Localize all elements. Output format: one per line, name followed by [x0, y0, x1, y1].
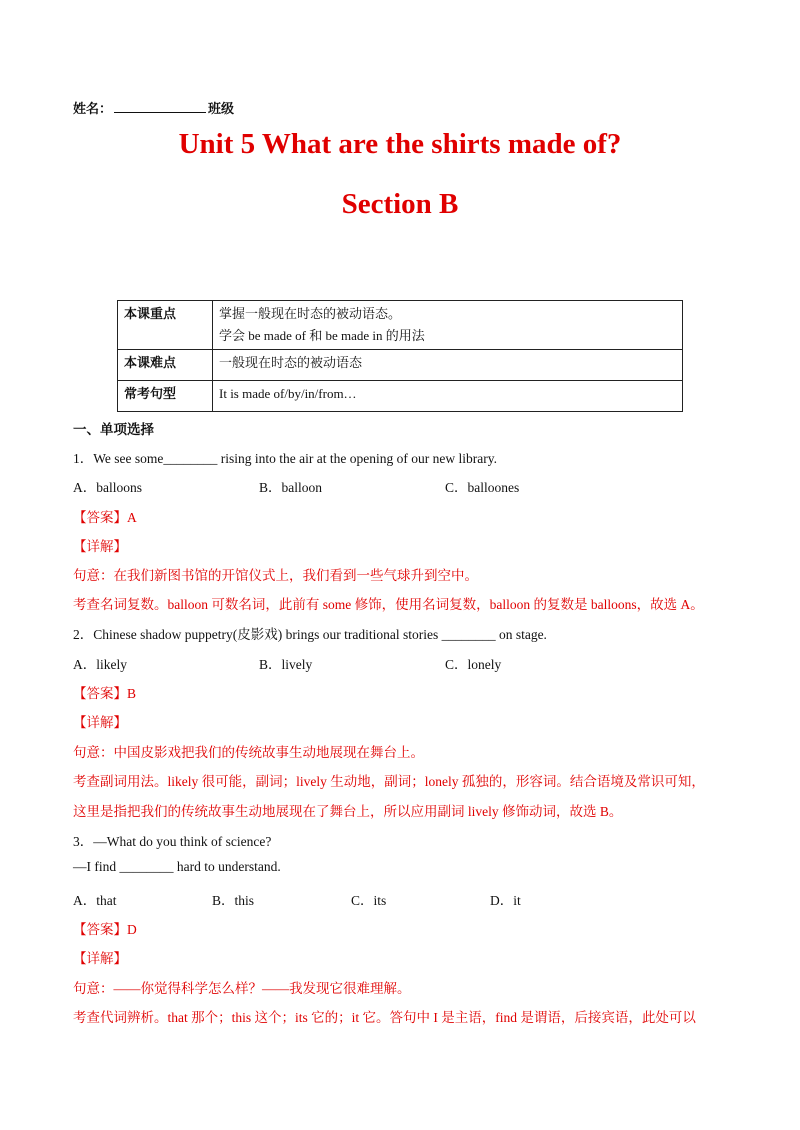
row-value-line: It is made of/by/in/from… [219, 386, 357, 401]
answer-3: 【答案】D [73, 922, 137, 937]
row-value [213, 381, 683, 412]
row-value [213, 350, 683, 381]
explanation-1-line: 考查名词复数。balloon 可数名词，此前有 some 修饰，使用名词复数，balloon 的复数是 balloons，故选 A。 [73, 597, 704, 612]
option-a[interactable]: A．likely [73, 657, 127, 672]
row-key: 常考句型 [118, 381, 213, 412]
option-b[interactable]: B．this [212, 893, 255, 908]
option-c[interactable]: C．its [351, 893, 387, 908]
answer-2: 【答案】B [73, 686, 137, 701]
table-row [118, 381, 683, 412]
explanation-2-line: 句意：中国皮影戏把我们的传统故事生动地展现在舞台上。 [73, 745, 424, 760]
detail-label-1: 【详解】 [73, 539, 127, 554]
detail-label-3: 【详解】 [73, 951, 127, 966]
table-row [118, 301, 683, 350]
question-3-stem: 3．—What do you think of science? [73, 834, 272, 849]
explanation-3-line: 考查代词辨析。that 那个；this 这个；its 它的；it 它。答句中 I 是主语，find 是谓语，后接宾语，此处可以 [73, 1010, 696, 1025]
row-key: 本课重点 [118, 301, 213, 350]
explanation-1-line: 句意：在我们新图书馆的开馆仪式上，我们看到一些气球升到空中。 [73, 568, 478, 583]
option-b[interactable]: B．lively [259, 657, 313, 672]
name-class-line [73, 98, 234, 117]
answer-1: 【答案】A [73, 510, 137, 525]
row-value-line: 一般现在时态的被动语态 [219, 355, 363, 370]
page-subtitle: Section B [341, 188, 459, 220]
name-label: 姓名： [73, 101, 113, 116]
section-heading: 一、单项选择 [73, 422, 154, 437]
row-value-line: 学会 be made of 和 be made in 的用法 [219, 328, 425, 343]
option-d[interactable]: D．it [490, 893, 521, 908]
row-value-line: 掌握一般现在时态的被动语态。 [219, 306, 402, 321]
question-3-stem: —I find ________ hard to understand. [73, 859, 281, 874]
table-row [118, 350, 683, 381]
option-a[interactable]: A．balloons [73, 480, 142, 495]
question-1-stem: 1．We see some________ rising into the air at the opening of our new library. [73, 451, 497, 466]
explanation-3-line: 句意：——你觉得科学怎么样？——我发现它很难理解。 [73, 981, 411, 996]
row-key: 本课难点 [118, 350, 213, 381]
question-2-stem: 2．Chinese shadow puppetry(皮影戏) brings our traditional stories ________ on stage. [73, 627, 547, 642]
option-b[interactable]: B．balloon [259, 480, 322, 495]
detail-label-2: 【详解】 [73, 715, 127, 730]
page-title: Unit 5 What are the shirts made of? [178, 128, 622, 160]
name-blank[interactable] [114, 100, 206, 113]
explanation-2-line: 考查副词用法。likely 很可能，副词；lively 生动地，副词；lonely 孤独的，形容词。结合语境及常识可知， [73, 774, 705, 789]
option-a[interactable]: A．that [73, 893, 117, 908]
lesson-info-table [117, 300, 683, 412]
option-c[interactable]: C．balloones [445, 480, 520, 495]
explanation-2-line: 这里是指把我们的传统故事生动地展现在了舞台上，所以应用副词 lively 修饰动词，故选 B。 [73, 804, 623, 819]
option-c[interactable]: C．lonely [445, 657, 502, 672]
row-value [213, 301, 683, 350]
class-label: 班级 [208, 101, 235, 116]
